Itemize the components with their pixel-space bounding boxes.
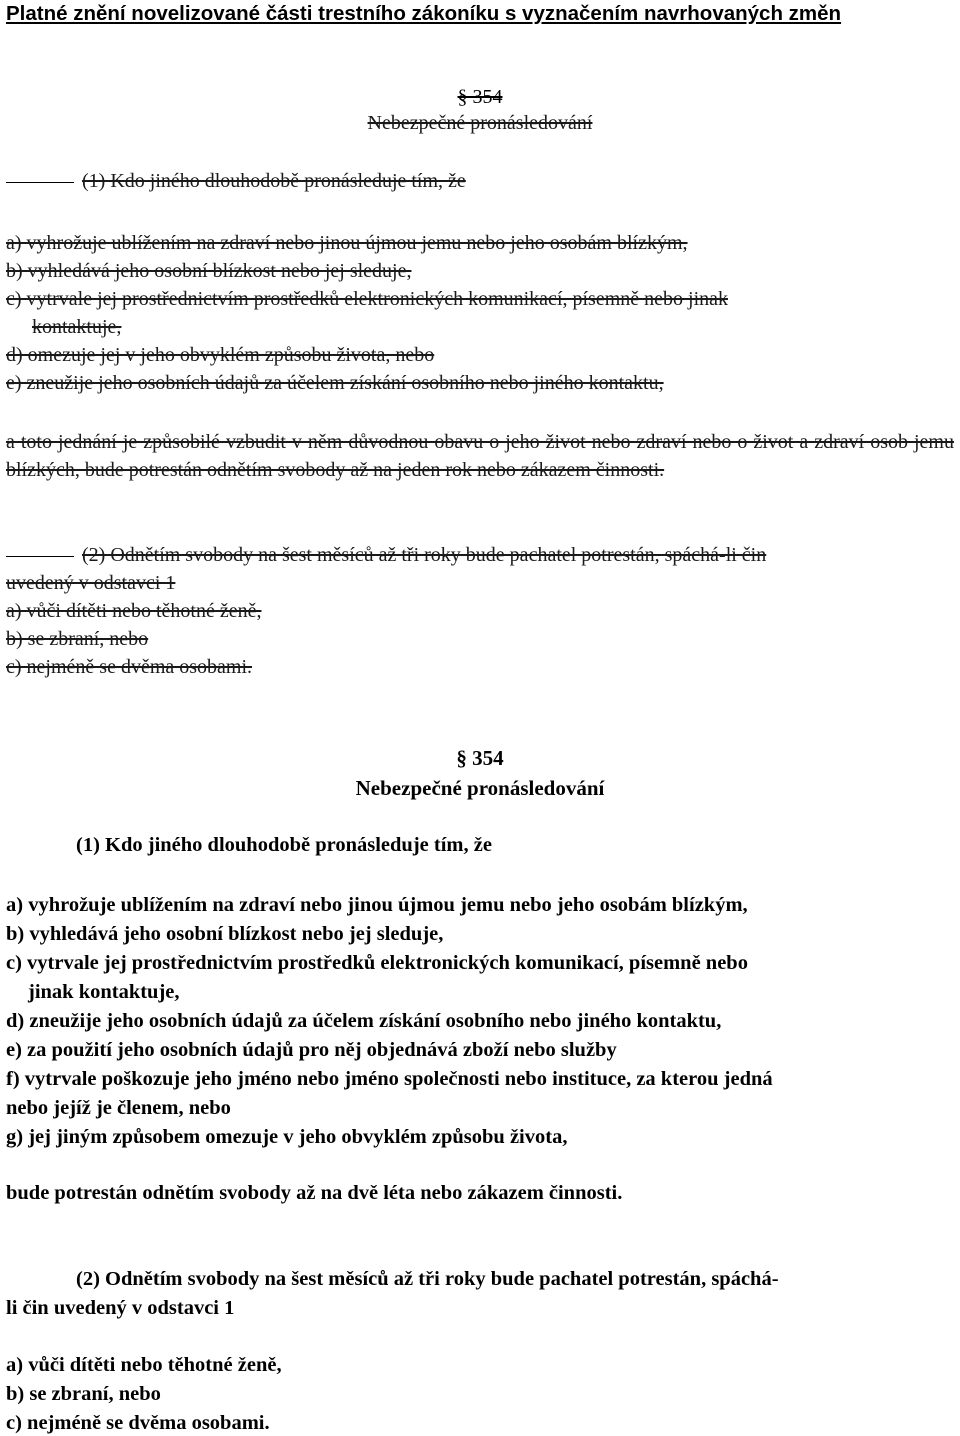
old-indent-dash	[6, 182, 74, 183]
new-item-e: e) za použití jeho osobních údajů pro něj objednává zboží nebo služby	[6, 1039, 617, 1061]
page-title: Platné znění novelizované části trestního zákoníku s vyznačením navrhovaných změn	[6, 2, 842, 25]
new-para2-item-b: b) se zbraní, nebo	[6, 1383, 161, 1405]
old-para1-intro-row	[6, 170, 466, 193]
old-section-number: § 354	[457, 86, 503, 108]
new-para2-intro-cont: li čin uvedený v odstavci 1	[6, 1297, 235, 1319]
old-indent-dash-2	[6, 556, 74, 557]
old-para2-intro: (2) Odnětím svobody na šest měsíců až tři roky bude pachatel potrestán, spáchá-li čin	[82, 544, 767, 566]
old-para2-item-c: c) nejméně se dvěma osobami.	[6, 656, 253, 678]
old-para1-conclusion: a toto jednání je způsobilé vzbudit v něm důvodnou obavu o jeho život nebo zdraví nebo o život a zdraví osob jemu blízkých, bude potrestán odnětím svobody až na jeden rok nebo zákazem činnosti.	[6, 431, 954, 481]
new-para2-intro: (2) Odnětím svobody na šest měsíců až tři roky bude pachatel potrestán, spáchá-	[76, 1268, 779, 1290]
new-item-d: d) zneužije jeho osobních údajů za účelem získání osobního nebo jiného kontaktu,	[6, 1010, 722, 1032]
old-item-c-cont: kontaktuje,	[32, 316, 122, 338]
new-para1-intro: (1) Kdo jiného dlouhodobě pronásleduje tím, že	[76, 834, 492, 856]
old-item-a: a) vyhrožuje ublížením na zdraví nebo jinou újmou jemu nebo jeho osobám blízkým,	[6, 232, 688, 254]
old-para2-intro-cont: uvedený v odstavci 1	[6, 572, 176, 594]
old-item-d: d) omezuje jej v jeho obvyklém způsobu života, nebo	[6, 344, 435, 366]
new-para1-conclusion: bude potrestán odnětím svobody až na dvě léta nebo zákazem činnosti.	[6, 1182, 623, 1204]
old-para2-intro-row	[6, 544, 766, 567]
new-item-f: f) vytrvale poškozuje jeho jméno nebo jméno společnosti nebo instituce, za kterou jedná	[6, 1068, 773, 1090]
new-item-f-cont: nebo jejíž je členem, nebo	[6, 1097, 231, 1119]
new-item-b: b) vyhledává jeho osobní blízkost nebo jej sleduje,	[6, 923, 444, 945]
old-para2-item-b: b) se zbraní, nebo	[6, 628, 149, 650]
new-para2-item-c: c) nejméně se dvěma osobami.	[6, 1412, 270, 1434]
old-section-title: Nebezpečné pronásledování	[367, 112, 593, 134]
new-item-c-cont: jinak kontaktuje,	[28, 981, 180, 1003]
old-item-e: e) zneužije jeho osobních údajů za účelem získání osobního nebo jiného kontaktu,	[6, 372, 664, 394]
new-para2-item-a: a) vůči dítěti nebo těhotné ženě,	[6, 1354, 282, 1376]
old-para2-item-a: a) vůči dítěti nebo těhotné ženě,	[6, 600, 262, 622]
new-item-a: a) vyhrožuje ublížením na zdraví nebo jinou újmou jemu nebo jeho osobám blízkým,	[6, 894, 748, 916]
new-section-number: § 354	[456, 746, 504, 770]
old-item-c: c) vytrvale jej prostřednictvím prostředků elektronických komunikací, písemně nebo jinak	[6, 288, 729, 310]
old-para1-intro: (1) Kdo jiného dlouhodobě pronásleduje tím, že	[82, 170, 466, 192]
new-section-title: Nebezpečné pronásledování	[355, 776, 605, 800]
new-item-c: c) vytrvale jej prostřednictvím prostředků elektronických komunikací, písemně nebo	[6, 952, 748, 974]
old-item-b: b) vyhledává jeho osobní blízkost nebo jej sleduje,	[6, 260, 412, 282]
new-item-g: g) jej jiným způsobem omezuje v jeho obvyklém způsobu života,	[6, 1126, 568, 1148]
